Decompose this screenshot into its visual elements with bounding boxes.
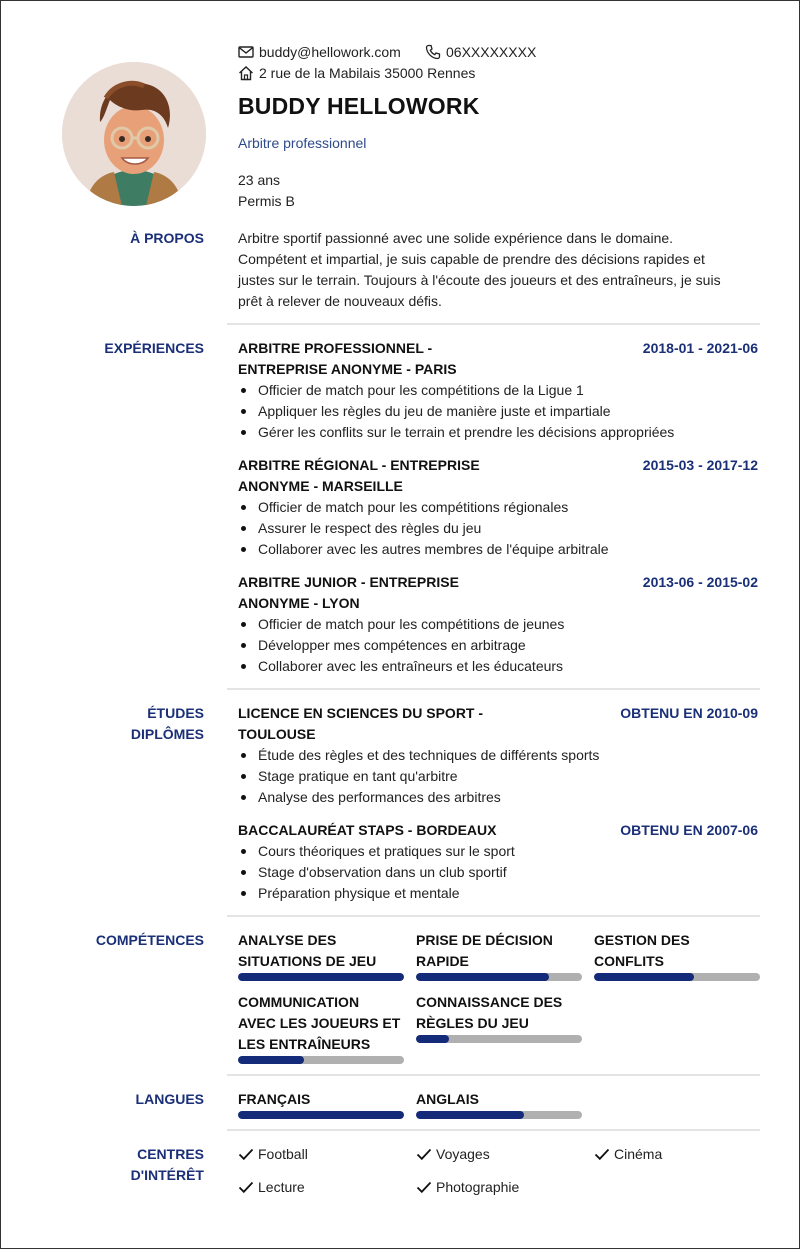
skill-name-line: ANALYSE DES — [238, 932, 337, 948]
education-bullets — [238, 745, 599, 808]
email-contact — [238, 44, 401, 60]
address-contact — [238, 65, 475, 81]
skill-item — [416, 930, 582, 981]
list-item: Développer mes compétences en arbitrage — [238, 635, 564, 656]
interest-item — [416, 1179, 519, 1195]
skill-item — [238, 930, 404, 981]
about-text — [238, 228, 760, 312]
language-level-bar — [416, 1111, 582, 1119]
about-line: justes sur le terrain. Toujours à l'écoute des joueurs et des entraîneurs, je suis — [238, 272, 721, 288]
experience-title-line: ARBITRE JUNIOR - ENTREPRISE — [238, 574, 459, 590]
section-label-experience: EXPÉRIENCES — [104, 340, 204, 356]
language-name: FRANÇAIS — [238, 1091, 311, 1107]
list-item: Stage d'observation dans un club sportif — [238, 862, 515, 883]
experience-dates: 2018-01 - 2021-06 — [642, 340, 758, 356]
interest-label: Lecture — [258, 1179, 305, 1195]
checkmark-icon — [416, 1180, 434, 1194]
experience-bullets — [238, 614, 564, 677]
education-title — [238, 703, 483, 745]
skill-level-fill — [238, 973, 404, 981]
checkmark-icon — [238, 1180, 256, 1194]
skill-level-bar — [416, 973, 582, 981]
education-bullets — [238, 841, 515, 904]
about-line: Arbitre sportif passionné avec une solide expérience dans le domaine. — [238, 230, 674, 246]
phone-text[interactable]: 06XXXXXXXX — [446, 44, 537, 60]
list-item: Stage pratique en tant qu'arbitre — [238, 766, 599, 787]
section-divider — [227, 915, 760, 917]
about-line: prêt à relever de nouveaux défis. — [238, 293, 442, 309]
skill-name-line: AVEC LES JOUEURS ET — [238, 1015, 401, 1031]
skill-name — [238, 930, 404, 972]
skill-name-line: PRISE DE DÉCISION — [416, 932, 553, 948]
skill-name — [416, 930, 582, 972]
skill-name-line: LES ENTRAÎNEURS — [238, 1036, 371, 1052]
experience-title — [238, 455, 480, 497]
address-text: 2 rue de la Mabilais 35000 Rennes — [259, 65, 476, 81]
section-divider — [227, 688, 760, 690]
list-item: Assurer le respect des règles du jeu — [238, 518, 609, 539]
skill-level-fill — [238, 1056, 304, 1064]
section-label-about: À PROPOS — [130, 230, 204, 246]
list-item: Officier de match pour les compétitions de jeunes — [238, 614, 564, 635]
checkmark-icon — [238, 1147, 256, 1161]
experience-dates: 2015-03 - 2017-12 — [642, 457, 758, 473]
interest-label: Cinéma — [614, 1146, 663, 1162]
job-title: Arbitre professionnel — [238, 135, 367, 151]
checkmark-icon — [416, 1147, 434, 1161]
section-label-line: D'INTÉRÊT — [130, 1167, 204, 1183]
interest-item — [594, 1146, 662, 1162]
education-dates: OBTENU EN 2007-06 — [620, 822, 758, 838]
skill-name — [416, 992, 582, 1034]
skill-name — [238, 992, 404, 1055]
list-item: Appliquer les règles du jeu de manière juste et impartiale — [238, 401, 674, 422]
phone-contact — [425, 44, 536, 60]
experience-title-line: ANONYME - MARSEILLE — [238, 478, 403, 494]
experience-bullets — [238, 497, 609, 560]
skill-level-fill — [416, 973, 549, 981]
experience-bullets — [238, 380, 674, 443]
interest-label: Football — [258, 1146, 308, 1162]
section-divider — [227, 323, 760, 325]
experience-dates: 2013-06 - 2015-02 — [642, 574, 758, 590]
list-item: Collaborer avec les entraîneurs et les éducateurs — [238, 656, 564, 677]
list-item: Préparation physique et mentale — [238, 883, 515, 904]
section-divider — [227, 1074, 760, 1076]
home-icon — [238, 65, 256, 81]
driving-license: Permis B — [238, 193, 295, 209]
skill-item — [238, 992, 404, 1064]
email-text[interactable]: buddy@hellowork.com — [259, 44, 401, 60]
experience-title — [238, 572, 459, 614]
section-label-line: DIPLÔMES — [130, 726, 204, 742]
interest-item — [238, 1146, 308, 1162]
language-level-fill — [416, 1111, 524, 1119]
language-item — [416, 1089, 582, 1119]
skill-name-line: CONNAISSANCE DES — [416, 994, 563, 1010]
section-label-skills: COMPÉTENCES — [95, 932, 204, 948]
language-name: ANGLAIS — [416, 1091, 479, 1107]
section-label-languages: LANGUES — [135, 1091, 204, 1107]
section-label-line: ÉTUDES — [147, 705, 204, 721]
language-level-bar — [238, 1111, 404, 1119]
skill-level-bar — [238, 973, 404, 981]
experience-title-line: ANONYME - LYON — [238, 595, 360, 611]
interest-label: Photographie — [436, 1179, 520, 1195]
about-line: Compétent et impartial, je suis capable de prendre des décisions rapides et — [238, 251, 705, 267]
education-dates: OBTENU EN 2010-09 — [620, 705, 758, 721]
education-title-line: BACCALAURÉAT STAPS - BORDEAUX — [238, 822, 497, 838]
experience-title — [238, 338, 457, 380]
language-level-fill — [238, 1111, 404, 1119]
experience-title-line: ENTREPRISE ANONYME - PARIS — [238, 361, 457, 377]
section-label-line: CENTRES — [137, 1146, 204, 1162]
skill-name-line: CONFLITS — [594, 953, 664, 969]
language-item — [238, 1089, 404, 1119]
skill-name — [594, 930, 760, 972]
section-label-interests — [131, 1144, 204, 1186]
education-title — [238, 820, 496, 841]
skill-name-line: SITUATIONS DE JEU — [238, 953, 377, 969]
education-title-line: TOULOUSE — [238, 726, 316, 742]
candidate-name: BUDDY HELLOWORK — [238, 93, 480, 119]
interest-label: Voyages — [436, 1146, 490, 1162]
skill-level-fill — [416, 1035, 449, 1043]
experience-title-line: ARBITRE PROFESSIONNEL - — [238, 340, 433, 356]
skill-name-line: GESTION DES — [594, 932, 690, 948]
avatar — [62, 62, 206, 206]
skill-level-bar — [416, 1035, 582, 1043]
interest-item — [238, 1179, 305, 1195]
list-item: Officier de match pour les compétitions régionales — [238, 497, 609, 518]
list-item: Analyse des performances des arbitres — [238, 787, 599, 808]
avatar-illustration — [62, 62, 206, 206]
skill-item — [594, 930, 760, 981]
section-divider — [227, 1129, 760, 1131]
list-item: Officier de match pour les compétitions de la Ligue 1 — [238, 380, 674, 401]
list-item: Gérer les conflits sur le terrain et prendre les décisions appropriées — [238, 422, 674, 443]
skill-name-line: COMMUNICATION — [238, 994, 360, 1010]
skill-level-fill — [594, 973, 694, 981]
phone-icon — [425, 44, 443, 60]
section-label-education — [131, 703, 204, 745]
envelope-icon — [238, 44, 256, 60]
skill-name-line: RÈGLES DU JEU — [416, 1015, 529, 1031]
checkmark-icon — [594, 1147, 612, 1161]
list-item: Cours théoriques et pratiques sur le sport — [238, 841, 515, 862]
list-item: Étude des règles et des techniques de différents sports — [238, 745, 599, 766]
skill-item — [416, 992, 582, 1043]
age: 23 ans — [238, 172, 281, 188]
skill-level-bar — [238, 1056, 404, 1064]
skill-level-bar — [594, 973, 760, 981]
experience-title-line: ARBITRE RÉGIONAL - ENTREPRISE — [238, 457, 480, 473]
skill-name-line: RAPIDE — [416, 953, 469, 969]
list-item: Collaborer avec les autres membres de l'équipe arbitrale — [238, 539, 609, 560]
interest-item — [416, 1146, 490, 1162]
education-title-line: LICENCE EN SCIENCES DU SPORT - — [238, 705, 484, 721]
